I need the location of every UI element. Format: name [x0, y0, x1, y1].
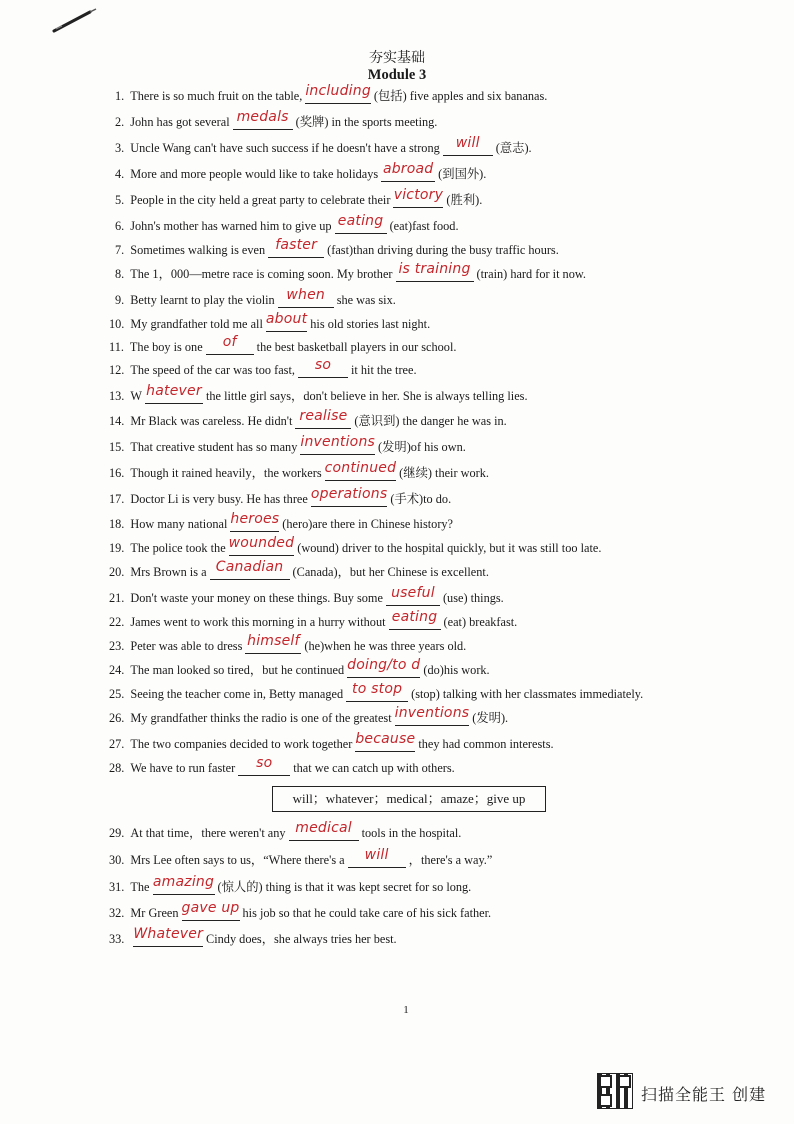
answer-blank[interactable]: [389, 609, 441, 630]
page-title: 夯实基础: [369, 50, 425, 66]
handwritten-answer: will: [364, 847, 389, 863]
question-row: [109, 609, 518, 630]
question-text-after: his job so that he could take care of his sick father.: [242, 906, 492, 920]
question-text-after: (手术)to do.: [390, 492, 452, 506]
question-text-after: (eat)fast food.: [389, 219, 459, 233]
question-text-before: Mr Green: [130, 906, 179, 920]
question-row: [109, 731, 554, 752]
question-text-before: Seeing the teacher come in, Betty managed: [130, 687, 344, 701]
question-text-before: Doctor Li is very busy. He has three: [130, 492, 308, 506]
question-text-after: (奖牌) in the sports meeting.: [295, 115, 438, 129]
question-text-after: Cindy does，she always tries her best.: [206, 932, 397, 946]
answer-blank[interactable]: [346, 681, 408, 702]
question-number: 27.: [109, 737, 125, 751]
handwritten-answer: Whatever: [133, 926, 204, 942]
question-text-before: Mrs Brown is a: [130, 565, 207, 579]
handwritten-answer: eating: [337, 213, 384, 229]
question-text-after: tools in the hospital.: [361, 826, 462, 840]
question-row: [109, 357, 417, 378]
handwritten-answer: because: [355, 731, 416, 747]
handwritten-answer: of: [222, 334, 237, 350]
question-text-before: Mrs Lee often says to us，“Where there's a: [130, 853, 345, 867]
answer-blank[interactable]: [238, 755, 290, 776]
handwritten-answer: faster: [275, 237, 318, 253]
question-row: [109, 705, 509, 726]
question-text-before: My grandfather thinks the radio is one of the greatest: [130, 711, 392, 725]
question-text-before: My grandfather told me all: [130, 317, 263, 331]
question-text-after: his old stories last night.: [310, 317, 431, 331]
question-text-after: (do)his work.: [423, 663, 490, 677]
question-number: 28.: [109, 761, 125, 775]
question-text-after: (hero)are there in Chinese history?: [282, 517, 454, 531]
question-row: [109, 633, 467, 654]
question-row: [115, 261, 587, 282]
question-text-before: Peter was able to dress: [130, 639, 243, 653]
answer-blank[interactable]: [228, 535, 295, 556]
question-text-after: (胜利).: [446, 193, 483, 207]
watermark-text: 扫描全能王 创建: [641, 1085, 767, 1104]
answer-blank[interactable]: [265, 311, 308, 332]
handwritten-answer: so: [314, 357, 332, 373]
question-text-before: Though it rained heavily，the workers: [130, 466, 322, 480]
question-number: 26.: [109, 711, 125, 725]
question-row: [109, 383, 528, 404]
question-number: 23.: [109, 639, 125, 653]
handwritten-answer: realise: [299, 408, 348, 424]
question-number: 25.: [109, 687, 125, 701]
question-number: 8.: [115, 267, 125, 281]
question-text-after: ，there's a way.”: [408, 853, 493, 867]
question-row: [115, 83, 548, 104]
handwritten-answer: doing/to d: [347, 657, 421, 673]
question-number: 21.: [109, 591, 125, 605]
question-text-before: That creative student has so many: [130, 440, 298, 454]
question-number: 29.: [109, 826, 125, 840]
question-text-before: Don't waste your money on these things. Buy some: [130, 591, 383, 605]
question-text-after: (继续) their work.: [399, 466, 489, 480]
question-row: [109, 559, 489, 580]
word-bank-box: will；whatever；medical；amaze；give up: [272, 786, 546, 812]
question-row: [109, 408, 507, 429]
question-number: 22.: [109, 615, 125, 629]
question-row: [109, 486, 452, 507]
question-row: [115, 287, 396, 308]
question-text-after: (到国外).: [438, 167, 487, 181]
question-text-before: There is so much fruit on the table,: [130, 89, 303, 103]
question-text-before: The 1，000—metre race is coming soon. My brother: [130, 267, 393, 281]
answer-blank[interactable]: [133, 926, 204, 947]
question-row: [109, 926, 397, 947]
question-text-before: More and more people would like to take holidays: [130, 167, 379, 181]
handwritten-answer: amazing: [152, 874, 215, 890]
question-text-after: it hit the tree.: [350, 363, 417, 377]
answer-blank[interactable]: [324, 460, 397, 481]
question-text-before: W: [130, 389, 142, 403]
question-row: [115, 161, 487, 182]
question-number: 32.: [109, 906, 125, 920]
page-number: 1: [403, 1004, 409, 1016]
handwritten-answer: operations: [310, 486, 388, 502]
answer-blank[interactable]: [300, 434, 376, 455]
question-text-before: The speed of the car was too fast,: [130, 363, 295, 377]
question-number: 30.: [109, 853, 125, 867]
question-row: [109, 511, 454, 532]
handwritten-answer: medals: [236, 109, 289, 125]
question-number: 17.: [109, 492, 125, 506]
question-text-after: they had common interests.: [418, 737, 554, 751]
handwritten-answer: inventions: [394, 705, 470, 721]
module-title: Module 3: [367, 67, 427, 83]
question-row: [109, 585, 504, 606]
question-text-after: (发明).: [472, 711, 509, 725]
handwritten-answer: inventions: [300, 434, 376, 450]
question-text-after: (wound) driver to the hospital quickly, but it was still too late.: [297, 541, 602, 555]
handwritten-answer: gave up: [181, 900, 240, 916]
answer-blank[interactable]: [298, 357, 348, 378]
answer-blank[interactable]: [394, 705, 470, 726]
question-text-after: the little girl says，don't believe in her. She is always telling lies.: [205, 389, 528, 403]
answer-blank[interactable]: [335, 213, 387, 234]
question-number: 3.: [115, 141, 125, 155]
question-text-before: We have to run faster: [130, 761, 236, 775]
question-number: 16.: [109, 466, 125, 480]
handwritten-answer: is training: [398, 261, 471, 277]
question-text-before: The: [130, 880, 150, 894]
question-row: [109, 847, 493, 868]
question-text-before: How many national: [130, 517, 228, 531]
answer-blank[interactable]: [348, 847, 406, 868]
question-number: 7.: [115, 243, 125, 257]
question-text-after: (包括) five apples and six bananas.: [373, 89, 548, 103]
handwritten-answer: himself: [247, 633, 300, 649]
handwritten-answer: hatever: [146, 383, 202, 399]
question-text-before: John has got several: [130, 115, 230, 129]
answer-blank[interactable]: [310, 486, 388, 507]
question-number: 13.: [109, 389, 125, 403]
question-text-before: People in the city held a great party to celebrate their: [130, 193, 391, 207]
question-text-after: she was six.: [336, 293, 396, 307]
answer-blank[interactable]: [268, 237, 324, 258]
question-number: 14.: [109, 414, 125, 428]
question-row: [109, 460, 489, 481]
handwritten-answer: about: [265, 311, 308, 327]
handwritten-answer: victory: [393, 187, 444, 203]
question-number: 4.: [115, 167, 125, 181]
question-number: 31.: [109, 880, 125, 894]
answer-blank[interactable]: [145, 383, 203, 404]
handwritten-answer: heroes: [230, 511, 280, 527]
answer-blank[interactable]: [393, 187, 444, 208]
question-number: 11.: [109, 340, 124, 354]
answer-blank[interactable]: [386, 585, 440, 606]
answer-blank[interactable]: [305, 83, 371, 104]
question-number: 6.: [115, 219, 125, 233]
question-number: 2.: [115, 115, 125, 129]
question-text-before: Sometimes walking is even: [130, 243, 266, 257]
answer-blank[interactable]: [396, 261, 474, 282]
answer-blank[interactable]: [245, 633, 301, 654]
question-text-before: The police took the: [130, 541, 226, 555]
question-text-after: (use) things.: [442, 591, 504, 605]
question-text-before: Mr Black was careless. He didn't: [130, 414, 293, 428]
question-text-after: (train) hard for it now.: [476, 267, 587, 281]
question-number: 18.: [109, 517, 125, 531]
answer-blank[interactable]: [210, 559, 290, 580]
question-row: [109, 434, 466, 455]
question-row: [109, 535, 602, 556]
answer-blank[interactable]: [206, 334, 254, 355]
question-row: [109, 900, 492, 921]
question-row: [109, 311, 431, 332]
answer-blank[interactable]: [278, 287, 334, 308]
question-row: [115, 135, 532, 156]
question-text-before: At that time，there weren't any: [130, 826, 286, 840]
question-row: [115, 187, 483, 208]
qr-code-icon: [597, 1073, 633, 1109]
handwritten-answer: medical: [295, 820, 352, 836]
handwritten-answer: when: [286, 287, 326, 303]
question-number: 10.: [109, 317, 125, 331]
handwritten-answer: Canadian: [215, 559, 284, 575]
question-number: 5.: [115, 193, 125, 207]
answer-blank[interactable]: [152, 874, 215, 895]
question-text-after: (fast)than driving during the busy traffic hours.: [327, 243, 559, 257]
answer-blank[interactable]: [233, 109, 293, 130]
handwritten-answer: continued: [324, 460, 397, 476]
handwritten-answer: abroad: [382, 161, 434, 177]
question-text-after: (意志).: [495, 141, 532, 155]
question-text-before: The two companies decided to work together: [130, 737, 353, 751]
question-row: [109, 820, 462, 841]
answer-blank[interactable]: [381, 161, 435, 182]
question-text-after: (惊人的) thing is that it was kept secret for so long.: [217, 880, 472, 894]
question-row: [109, 334, 457, 355]
question-number: 9.: [115, 293, 125, 307]
question-number: 15.: [109, 440, 125, 454]
pen-icon: [50, 6, 98, 34]
handwritten-answer: eating: [391, 609, 438, 625]
question-text-after: the best basketball players in our school.: [256, 340, 457, 354]
question-text-after: (发明)of his own.: [378, 440, 466, 454]
answer-blank[interactable]: [295, 408, 351, 429]
question-row: [115, 109, 438, 130]
answer-blank[interactable]: [230, 511, 280, 532]
question-number: 12.: [109, 363, 125, 377]
question-text-before: John's mother has warned him to give up: [130, 219, 332, 233]
scanner-watermark: [597, 1073, 777, 1109]
question-text-before: James went to work this morning in a hurry without: [130, 615, 386, 629]
question-row: [109, 874, 472, 895]
question-number: 24.: [109, 663, 125, 677]
answer-blank[interactable]: [355, 731, 416, 752]
answer-blank[interactable]: [347, 657, 421, 678]
question-text-after: (eat) breakfast.: [443, 615, 518, 629]
question-text-before: The boy is one: [129, 340, 203, 354]
handwritten-answer: including: [305, 83, 371, 99]
answer-blank[interactable]: [181, 900, 240, 921]
handwritten-answer: to stop: [352, 681, 403, 697]
handwritten-answer: useful: [391, 585, 435, 601]
question-row: [115, 213, 459, 234]
question-row: [115, 237, 559, 258]
question-row: [109, 755, 455, 776]
question-number: 1.: [115, 89, 125, 103]
handwritten-answer: wounded: [228, 535, 295, 551]
question-text-after: (Canada)，but her Chinese is excellent.: [292, 565, 489, 579]
answer-blank[interactable]: [443, 135, 493, 156]
handwritten-answer: so: [256, 755, 273, 771]
handwritten-answer: will: [455, 135, 480, 151]
question-number: 20.: [109, 565, 125, 579]
question-text-before: Uncle Wang can't have such success if he doesn't have a strong: [130, 141, 440, 155]
question-row: [109, 657, 490, 678]
question-text-after: (stop) talking with her classmates immediately.: [411, 687, 644, 701]
question-text-after: (he)when he was three years old.: [304, 639, 467, 653]
question-text-after: (意识到) the danger he was in.: [354, 414, 507, 428]
question-number: 19.: [109, 541, 125, 555]
question-number: 33.: [109, 932, 125, 946]
question-row: [109, 681, 644, 702]
question-text-before: Betty learnt to play the violin: [130, 293, 275, 307]
answer-blank[interactable]: [289, 820, 359, 841]
question-text-after: that we can catch up with others.: [293, 761, 455, 775]
question-text-before: The man looked so tired，but he continued: [130, 663, 345, 677]
